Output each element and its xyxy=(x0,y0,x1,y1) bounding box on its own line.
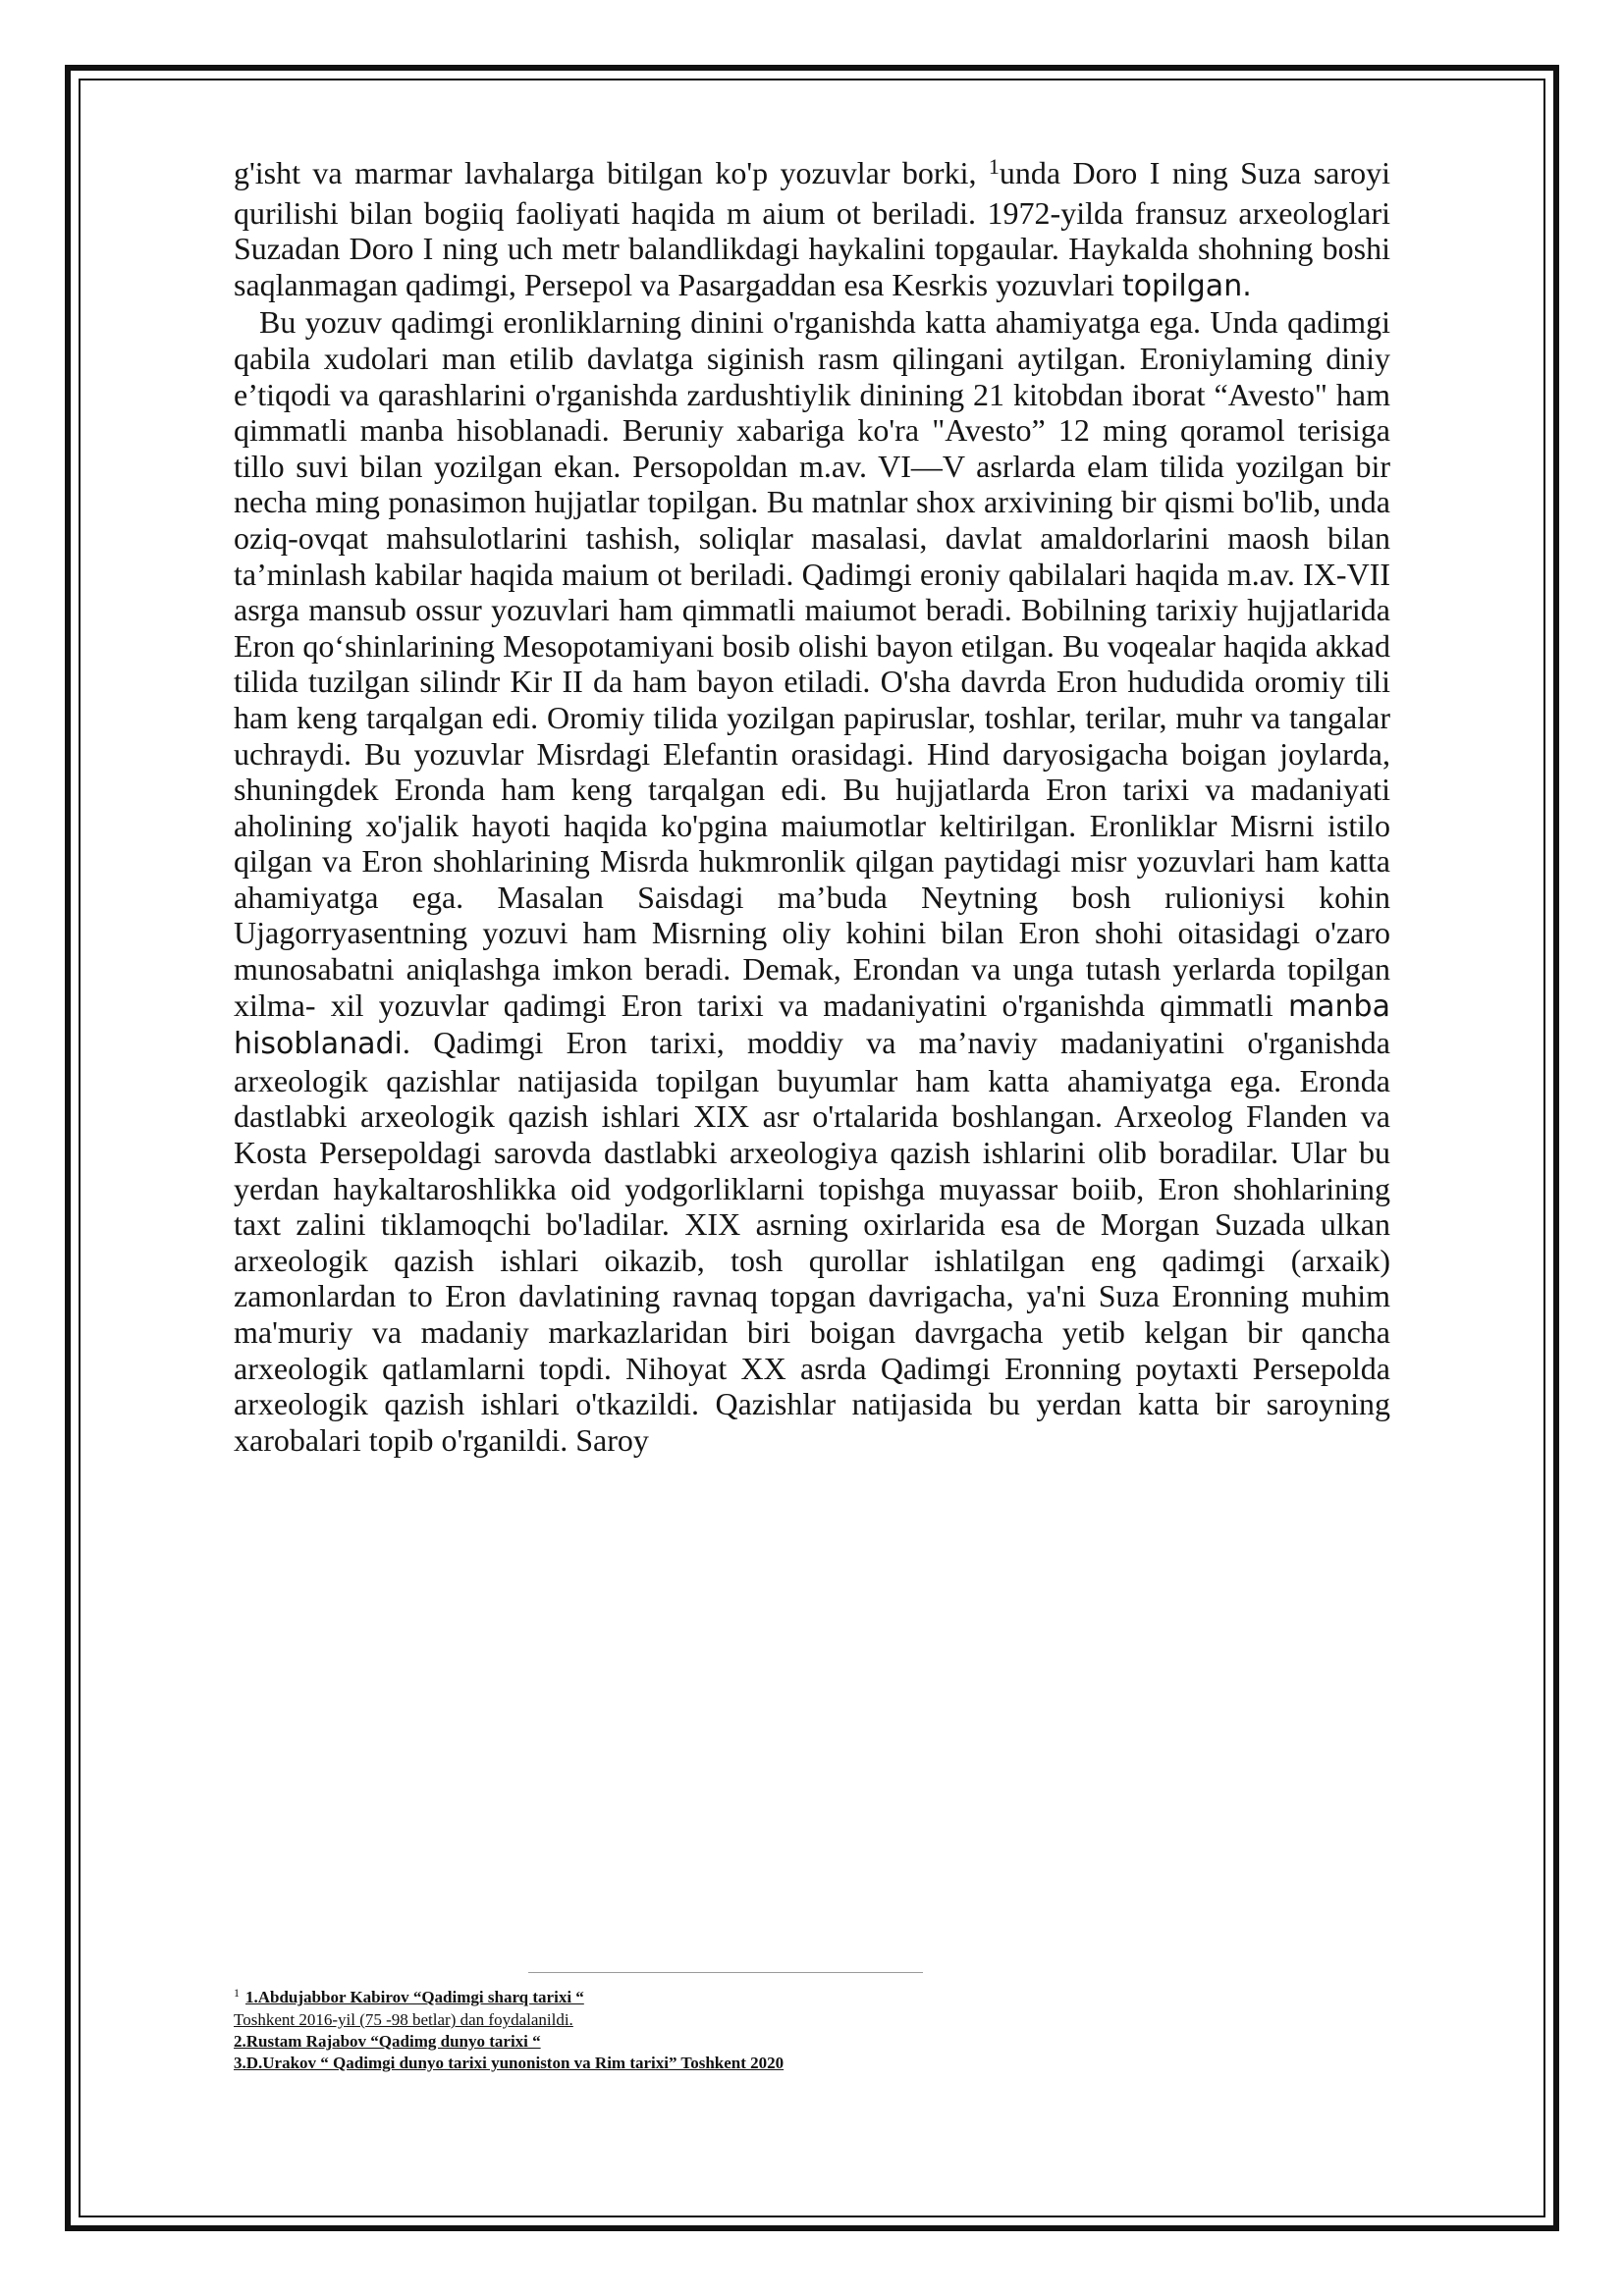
page-body xyxy=(234,155,1390,1458)
footnote-separator xyxy=(528,1972,923,1973)
paragraph-1-text-c: topilgan. xyxy=(1121,268,1252,303)
footnotes xyxy=(234,1987,1216,2074)
paragraph-1-text-b: unda Doro I ning Suza saroyi qurilishi bilan bogiiq faoliyati haqida m aium ot beriladi. 1972-yilda fransuz arxeologlari Suzadan Doro I ning uch metr balandlikdagi haykalini topgaular. Haykalda shohning boshi saqlanmagan qadimgi, Persepol va Pasargaddan esa Kesrkis yozuvlari xyxy=(234,155,1391,302)
paragraph-1-text-a: g'isht va marmar lavhalarga bitilgan ko'p yozuvlar borki, xyxy=(234,155,989,190)
paragraph-2-text-b: . Qadimgi Eron tarixi, moddiy va ma’naviy madaniyatini o'rganishda arxeologik qazishlar natijasida topilgan buyumlar ham katta ahamiyatga ega. Eronda dastlabki arxeologik qazish ishlari XIX asr o'rtalarida boshlangan. Arxeolog Flanden va Kosta Persepoldagi sarovda dastlabki arxeologiya qazish ishlarini olib boradilar. Ular bu yerdan haykaltaroshlikka oid yodgorliklarni topishga muyassar boiib, Eron shohlarining taxt zalini tiklamoqchi bo'ladilar. XIX asrning oxirlarida esa de Morgan Suzada ulkan arxeologik qazish ishlari oikazib, tosh qurollar ishlatilgan eng qadimgi (arxaik) zamonlardan to Eron davlatining ravnaq topgan davrigacha, ya'ni Suza Eronning muhim ma'muriy va madaniy markazlaridan biri boigan davrgacha yetib kelgan bir qancha arxeologik qatlamlarni topdi. Nihoyat XX asrda Qadimgi Eronning poytaxti Persepolda arxeologik qazish ishlari o'tkazildi. Qazishlar natijasida bu yerdan katta bir saroyning xarobalari topib o'rganildi. Saroy xyxy=(234,1025,1390,1458)
paragraph-2-text-a: Bu yozuv qadimgi eronliklarning dinini o'rganishda katta ahamiyatga ega. Unda qadimgi qabila xudolari man etilib davlatga siginish rasm qilingani aytilgan. Eroniylaming diniy e’tiqodi va qarashlarini o'rganishda zardushtiylik dinining 21 kitobdan iborat “Avesto" ham qimmatli manba hisoblanadi. Beruniy xabariga ko'ra "Avesto” 12 ming qoramol terisiga tillo suvi bilan yozilgan ekan. Persopoldan m.av. VI—V asrlarda elam tilida yozilgan bir necha ming ponasimon hujjatlar topilgan. Bu matnlar shox arxivining bir qismi bo'lib, unda oziq-ovqat mahsulotlarini tashish, soliqlar masalasi, davlat amaldorlarini maosh bilan ta’minlash kabilar haqida maium ot beriladi. Qadimgi eroniy qabilalari haqida m.av. IX-VII asrga mansub ossur yozuvlari ham qimmatli maiumot beradi. Bobilning tarixiy hujjatlarida Eron qo‘shinlarining Mesopotamiyani bosib olishi bayon etilgan. Bu voqealar haqida akkad tilida tuzilgan silindr Kir II da ham bayon etiladi. O'sha davrda Eron hududida oromiy tili ham keng tarqalgan edi. Oromiy tilida yozilgan papiruslar, toshlar, terilar, muhr va tangalar uchraydi. Bu yozuvlar Misrdagi Elefantin orasidagi. Hind daryosigacha boigan joylarda, shuningdek Eronda ham keng tarqalgan edi. Bu hujjatlarda Eron tarixi va madaniyati aholining xo'jalik hayoti haqida ko'pgina maiumotlar keltirilgan. Eronliklar Misrni istilo qilgan va Eron shohlarining Misrda hukmronlik qilgan paytidagi misr yozuvlari ham katta ahamiyatga ega. Masalan Saisdagi ma’buda Neytning bosh rulioniysi kohin Ujagorryasentning yozuvi ham Misrning oliy kohini bilan Eron shohi oitasidagi o'zaro munosabatni aniqlashga imkon beradi. Demak, Erondan va unga tutash yerlarda topilgan xilma- xil yozuvlar qadimgi Eron tarixi va madaniyatini o'rganishda qimmatli xyxy=(234,304,1390,1023)
footnote-number: 1 xyxy=(234,1986,240,2000)
footnote-ref-1: 1.Abdujabbor Kabirov “Qadimgi sharq tarixi “ xyxy=(245,1988,584,2006)
paragraph-2 xyxy=(234,304,1390,1458)
paragraph-2-emphasis: manba hisoblanadi xyxy=(234,988,1390,1062)
footnote-line-1 xyxy=(234,1987,1216,2009)
paragraph-1 xyxy=(234,155,1390,304)
footnote-ref-2: 2.Rustam Rajabov “Qadimg dunyo tarixi “ xyxy=(234,2032,541,2051)
footnote-line-2: Toshkent 2016-yil (75 -98 betlar) dan foydalanildi. xyxy=(234,2010,573,2029)
footnote-ref-3: 3.D.Urakov “ Qadimgi dunyo tarixi yunoniston va Rim tarixi” Toshkent 2020 xyxy=(234,2054,785,2072)
footnote-reference: 1 xyxy=(988,154,1000,179)
